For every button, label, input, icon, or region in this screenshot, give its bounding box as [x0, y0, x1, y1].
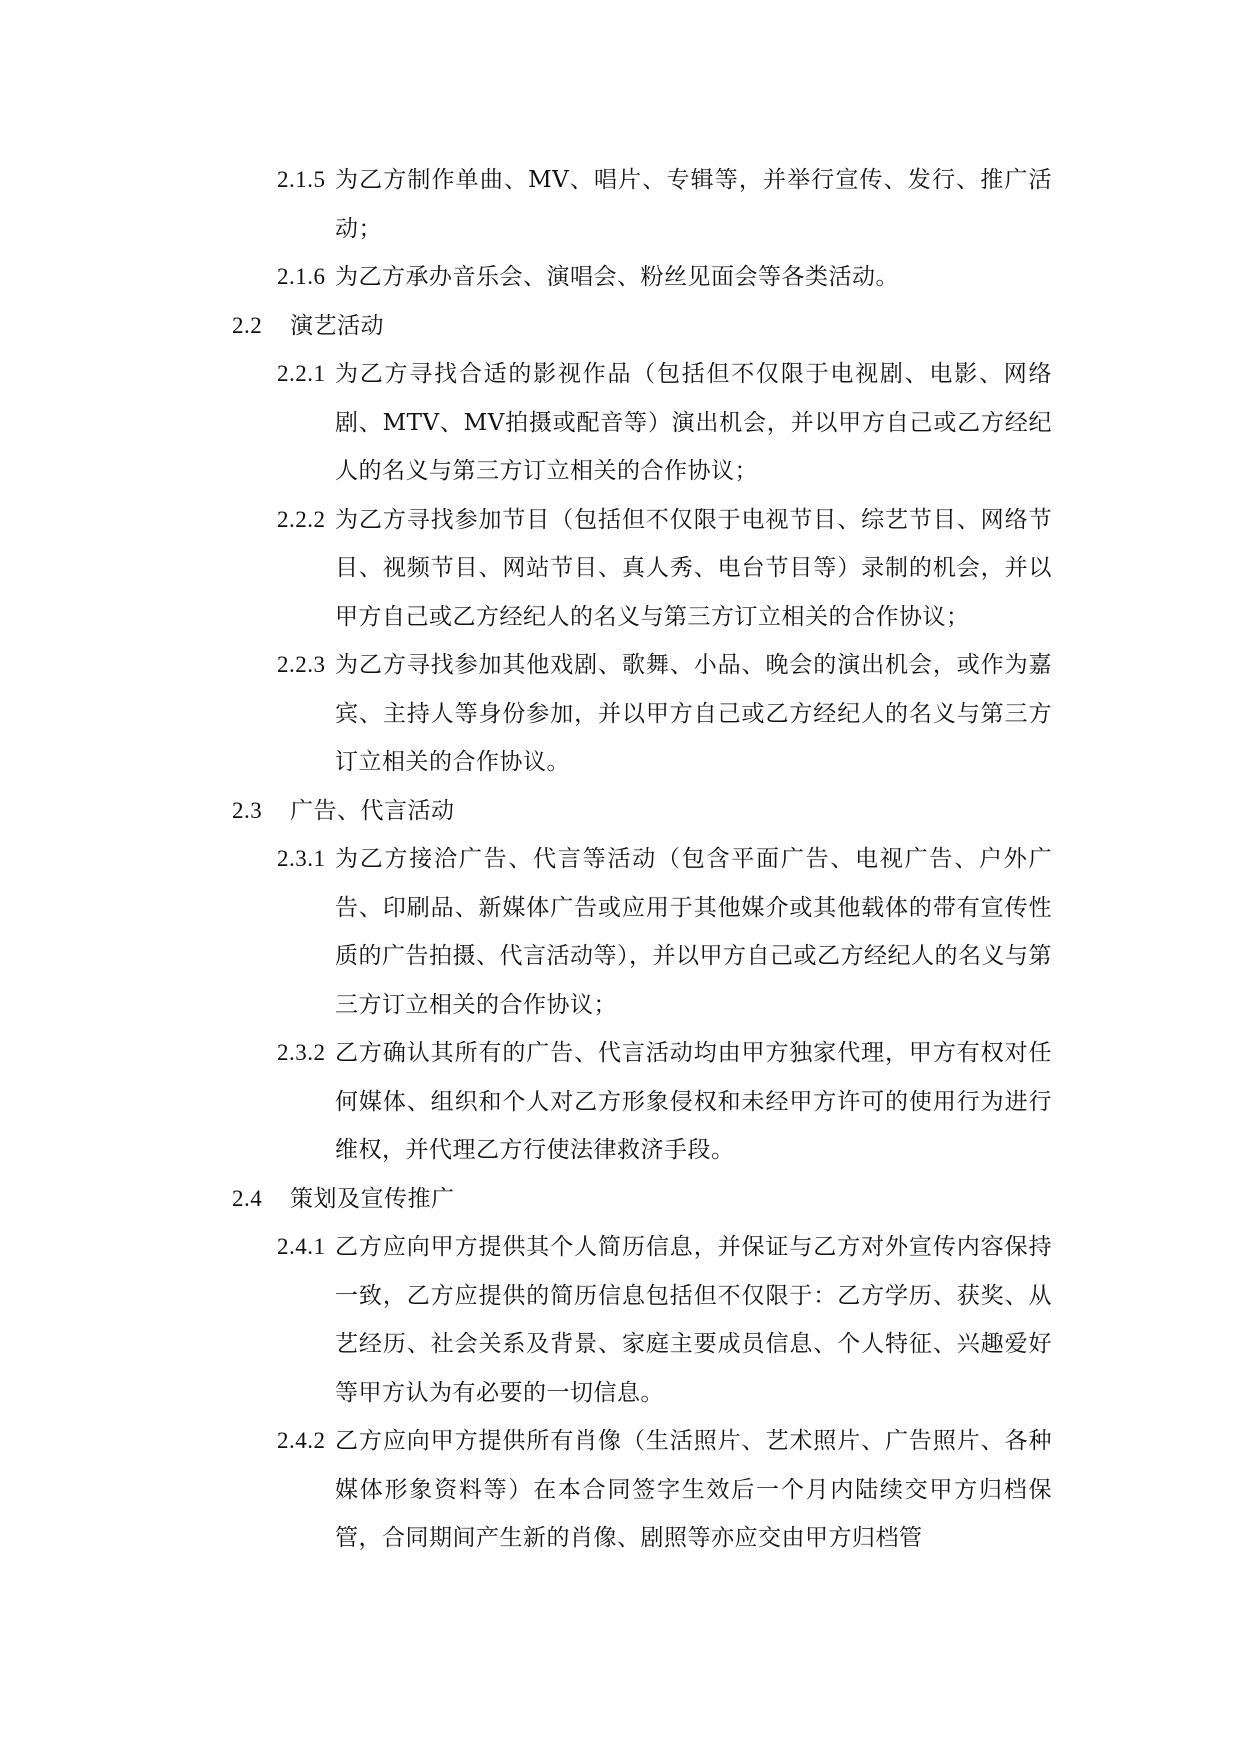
clause-2-2-2 — [277, 496, 1052, 642]
clause-number: 2.3.2 — [277, 1040, 326, 1065]
section-number: 2.4 — [232, 1185, 263, 1211]
clause-text: 乙方应向甲方提供所有肖像（生活照片、艺术照片、广告照片、各种媒体形象资料等）在本合同签字生效后一个月内陆续交甲方归档保管，合同期间产生新的肖像、剧照等亦应交由甲方归档管 — [335, 1428, 1052, 1551]
clause-number: 2.3.1 — [277, 846, 326, 871]
section-title: 策划及宣传推广 — [290, 1185, 455, 1212]
document-body — [232, 156, 1052, 1563]
clause-number: 2.1.6 — [277, 264, 326, 289]
clause-number: 2.1.5 — [277, 167, 326, 192]
clause-text: 为乙方寻找参加其他戏剧、歌舞、小品、晚会的演出机会，或作为嘉宾、主持人等身份参加，并以甲方自己或乙方经纪人的名义与第三方订立相关的合作协议。 — [335, 652, 1052, 775]
section-number: 2.3 — [232, 797, 263, 823]
clause-text: 为乙方寻找合适的影视作品（包括但不仅限于电视剧、电影、网络剧、MTV、MV拍摄或配音等）演出机会，并以甲方自己或乙方经纪人的名义与第三方订立相关的合作协议； — [335, 361, 1052, 484]
clause-2-4-2 — [277, 1417, 1052, 1563]
clause-number: 2.4.1 — [277, 1234, 326, 1259]
clause-number: 2.2.2 — [277, 506, 326, 532]
section-number: 2.2 — [232, 312, 263, 338]
clause-2-2-3 — [277, 641, 1052, 787]
clause-text: 为乙方接洽广告、代言等活动（包含平面广告、电视广告、户外广告、印刷品、新媒体广告或应用于其他媒介或其他载体的带有宣传性质的广告拍摄、代言活动等），并以甲方自己或乙方经纪人的名义与第三方订立相关的合作协议； — [335, 846, 1052, 1018]
section-title: 演艺活动 — [290, 312, 384, 339]
clause-2-1-6 — [277, 253, 1052, 302]
clause-2-3-1 — [277, 835, 1052, 1029]
clause-text: 乙方确认其所有的广告、代言活动均由甲方独家代理，甲方有权对任何媒体、组织和个人对乙方形象侵权和未经甲方许可的使用行为进行维权，并代理乙方行使法律救济手段。 — [335, 1040, 1052, 1163]
clause-number: 2.2.3 — [277, 652, 326, 677]
clause-2-3-2 — [277, 1029, 1052, 1175]
clause-text: 为乙方制作单曲、MV、唱片、专辑等，并举行宣传、发行、推广活动； — [335, 167, 1052, 242]
clause-text: 为乙方寻找参加节目（包括但不仅限于电视节目、综艺节目、网络节目、视频节目、网站节目、真人秀、电台节目等）录制的机会，并以甲方自己或乙方经纪人的名义与第三方订立相关的合作协议； — [335, 506, 1052, 630]
section-2-3-heading — [232, 787, 1052, 836]
section-title: 广告、代言活动 — [290, 797, 455, 824]
section-2-2-heading — [232, 302, 1052, 351]
clause-text: 为乙方承办音乐会、演唱会、粉丝见面会等各类活动。 — [335, 264, 899, 290]
section-2-4-heading — [232, 1175, 1052, 1224]
clause-2-1-5 — [277, 156, 1052, 253]
clause-number: 2.4.2 — [277, 1428, 326, 1453]
clause-text: 乙方应向甲方提供其个人简历信息，并保证与乙方对外宣传内容保持一致，乙方应提供的简历信息包括但不仅限于：乙方学历、获奖、从艺经历、社会关系及背景、家庭主要成员信息、个人特征、兴趣爱好等甲方认为有必要的一切信息。 — [335, 1234, 1052, 1406]
clause-2-4-1 — [277, 1223, 1052, 1417]
clause-2-2-1 — [277, 350, 1052, 496]
clause-number: 2.2.1 — [277, 361, 326, 386]
